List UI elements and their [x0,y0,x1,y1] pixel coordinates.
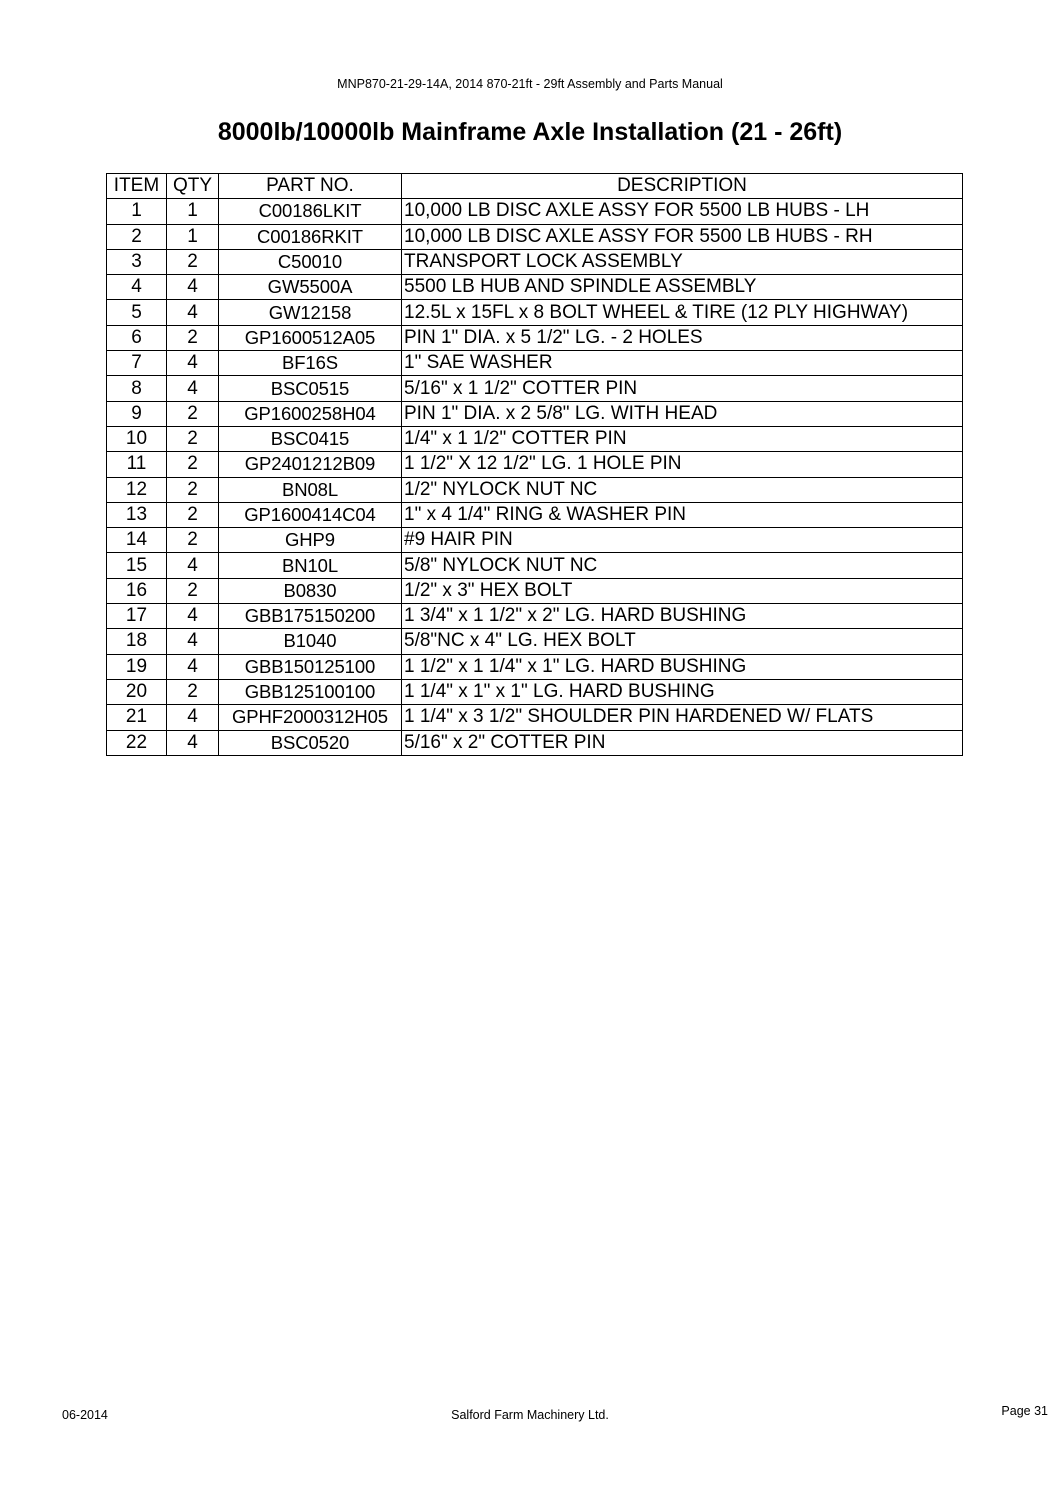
part-number-cell: C00186RKIT [219,224,402,249]
item-number-cell: 1 [107,199,167,224]
qty-cell: 2 [167,325,219,350]
part-number-cell: BSC0415 [219,426,402,451]
item-number-cell: 22 [107,730,167,755]
item-number-cell: 10 [107,426,167,451]
part-number-cell: GW12158 [219,300,402,325]
item-number-cell: 8 [107,376,167,401]
column-header-qty: QTY [167,174,219,199]
part-number-cell: GW5500A [219,275,402,300]
qty-cell: 2 [167,249,219,274]
table-row [107,528,963,553]
qty-cell: 4 [167,730,219,755]
qty-cell: 1 [167,224,219,249]
qty-cell: 4 [167,275,219,300]
part-number-cell: B1040 [219,629,402,654]
footer-date: 06-2014 [62,1408,108,1422]
item-number-cell: 21 [107,705,167,730]
description-cell: 1 1/2" x 1 1/4" x 1" LG. HARD BUSHING [402,654,963,679]
qty-cell: 4 [167,654,219,679]
part-number-cell: BF16S [219,351,402,376]
table-row [107,654,963,679]
item-number-cell: 13 [107,502,167,527]
item-number-cell: 14 [107,528,167,553]
part-number-cell: BN08L [219,477,402,502]
description-cell: #9 HAIR PIN [402,528,963,553]
description-cell: 5500 LB HUB AND SPINDLE ASSEMBLY [402,275,963,300]
description-cell: PIN 1" DIA. x 5 1/2" LG. - 2 HOLES [402,325,963,350]
description-cell: 1/2" NYLOCK NUT NC [402,477,963,502]
description-cell: 10,000 LB DISC AXLE ASSY FOR 5500 LB HUBS - LH [402,199,963,224]
part-number-cell: GBB125100100 [219,679,402,704]
qty-cell: 2 [167,528,219,553]
description-cell: 1 1/4" x 3 1/2" SHOULDER PIN HARDENED W/ FLATS [402,705,963,730]
description-cell: 5/16" x 2" COTTER PIN [402,730,963,755]
item-number-cell: 6 [107,325,167,350]
table-row [107,730,963,755]
description-cell: 5/16" x 1 1/2" COTTER PIN [402,376,963,401]
table-row [107,629,963,654]
item-number-cell: 2 [107,224,167,249]
part-number-cell: B0830 [219,578,402,603]
description-cell: 5/8"NC x 4" LG. HEX BOLT [402,629,963,654]
item-number-cell: 9 [107,401,167,426]
description-cell: PIN 1" DIA. x 2 5/8" LG. WITH HEAD [402,401,963,426]
item-number-cell: 5 [107,300,167,325]
description-cell: 5/8" NYLOCK NUT NC [402,553,963,578]
table-header-row [107,174,963,199]
qty-cell: 2 [167,401,219,426]
description-cell: 1/2" x 3" HEX BOLT [402,578,963,603]
part-number-cell: C00186LKIT [219,199,402,224]
qty-cell: 2 [167,452,219,477]
table-row [107,300,963,325]
qty-cell: 4 [167,351,219,376]
table-row [107,376,963,401]
item-number-cell: 19 [107,654,167,679]
table-row [107,275,963,300]
column-header-part-no: PART NO. [219,174,402,199]
part-number-cell: BSC0515 [219,376,402,401]
table-row [107,553,963,578]
description-cell: 1 1/4" x 1" x 1" LG. HARD BUSHING [402,679,963,704]
item-number-cell: 17 [107,604,167,629]
table-row [107,325,963,350]
part-number-cell: GBB175150200 [219,604,402,629]
item-number-cell: 12 [107,477,167,502]
description-cell: 1 3/4" x 1 1/2" x 2" LG. HARD BUSHING [402,604,963,629]
qty-cell: 4 [167,553,219,578]
table-row [107,502,963,527]
item-number-cell: 7 [107,351,167,376]
qty-cell: 4 [167,629,219,654]
item-number-cell: 18 [107,629,167,654]
part-number-cell: BSC0520 [219,730,402,755]
part-number-cell: GBB150125100 [219,654,402,679]
part-number-cell: C50010 [219,249,402,274]
part-number-cell: GP1600414C04 [219,502,402,527]
qty-cell: 2 [167,477,219,502]
description-cell: 1 1/2" X 12 1/2" LG. 1 HOLE PIN [402,452,963,477]
table-row [107,477,963,502]
table-row [107,426,963,451]
table-row [107,199,963,224]
part-number-cell: GHP9 [219,528,402,553]
qty-cell: 4 [167,300,219,325]
qty-cell: 4 [167,604,219,629]
parts-table-body [107,199,963,756]
table-row [107,351,963,376]
table-row [107,224,963,249]
table-row [107,249,963,274]
page-title: 8000lb/10000lb Mainframe Axle Installation (21 - 26ft) [217,118,843,146]
column-header-item: ITEM [107,174,167,199]
description-cell: 12.5L x 15FL x 8 BOLT WHEEL & TIRE (12 PLY HIGHWAY) [402,300,963,325]
qty-cell: 2 [167,578,219,603]
qty-cell: 2 [167,502,219,527]
table-row [107,452,963,477]
part-number-cell: GP1600258H04 [219,401,402,426]
qty-cell: 4 [167,376,219,401]
description-cell: 10,000 LB DISC AXLE ASSY FOR 5500 LB HUBS - RH [402,224,963,249]
item-number-cell: 3 [107,249,167,274]
part-number-cell: BN10L [219,553,402,578]
description-cell: 1" SAE WASHER [402,351,963,376]
item-number-cell: 20 [107,679,167,704]
qty-cell: 2 [167,679,219,704]
item-number-cell: 4 [107,275,167,300]
table-row [107,705,963,730]
qty-cell: 1 [167,199,219,224]
table-row [107,401,963,426]
column-header-description: DESCRIPTION [402,174,963,199]
footer-company: Salford Farm Machinery Ltd. [451,1408,609,1422]
part-number-cell: GP1600512A05 [219,325,402,350]
description-cell: TRANSPORT LOCK ASSEMBLY [402,249,963,274]
item-number-cell: 16 [107,578,167,603]
description-cell: 1" x 4 1/4" RING & WASHER PIN [402,502,963,527]
table-row [107,578,963,603]
manual-header: MNP870-21-29-14A, 2014 870-21ft - 29ft Assembly and Parts Manual [337,77,723,91]
table-row [107,679,963,704]
part-number-cell: GP2401212B09 [219,452,402,477]
qty-cell: 4 [167,705,219,730]
description-cell: 1/4" x 1 1/2" COTTER PIN [402,426,963,451]
part-number-cell: GPHF2000312H05 [219,705,402,730]
item-number-cell: 15 [107,553,167,578]
page-number: Page 31 [1001,1404,1048,1418]
table-row [107,604,963,629]
qty-cell: 2 [167,426,219,451]
item-number-cell: 11 [107,452,167,477]
parts-table [106,173,963,756]
